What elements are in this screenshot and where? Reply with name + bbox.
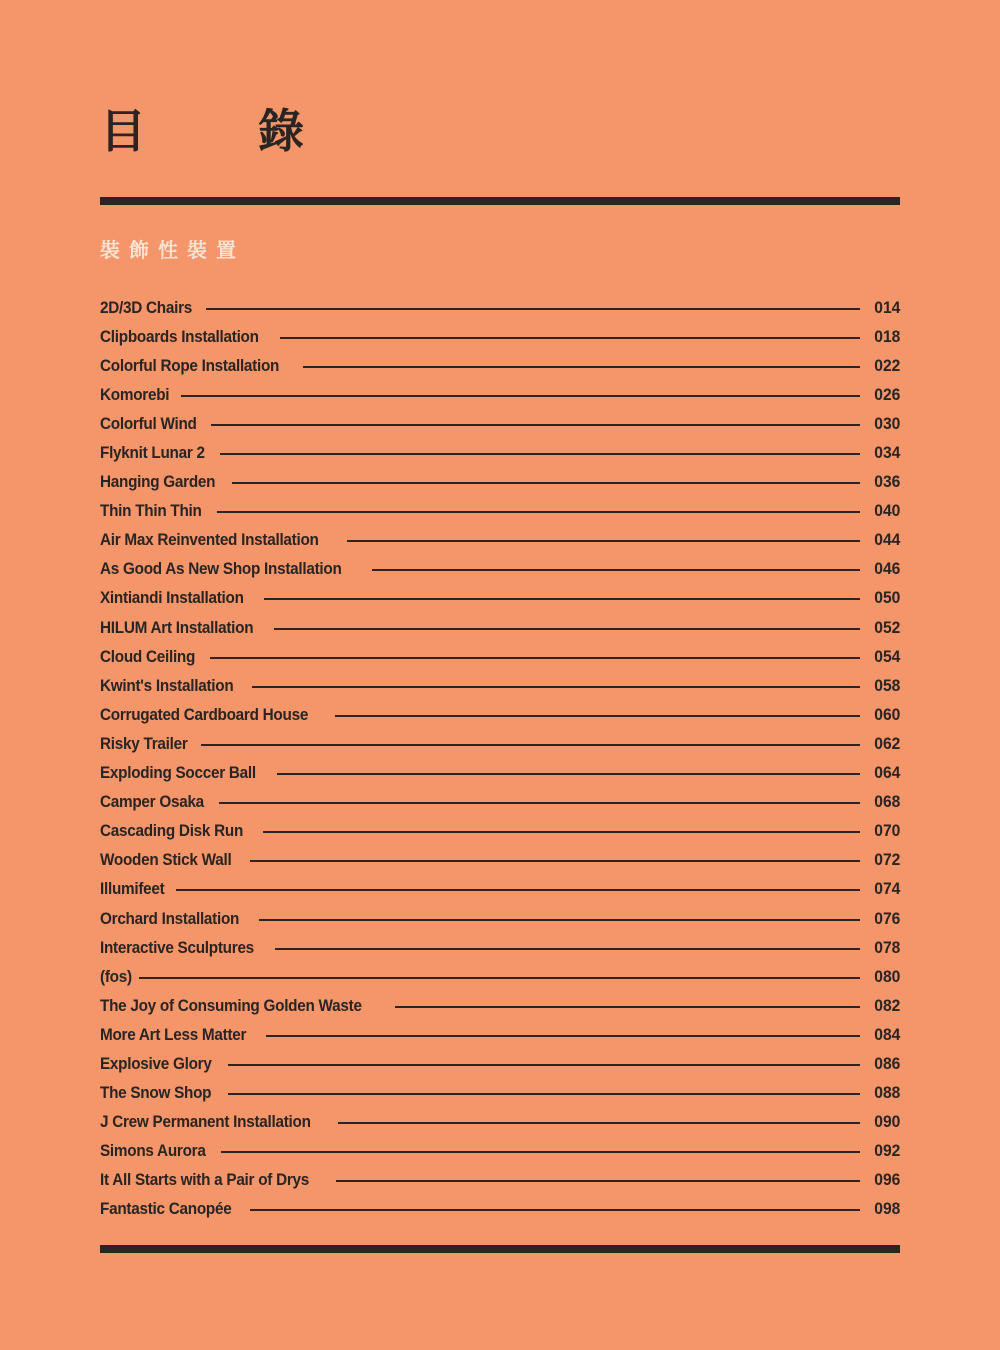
toc-entry-title: Xintiandi Installation: [100, 588, 244, 608]
toc-entry-title: Clipboards Installation: [100, 326, 259, 346]
table-of-contents: [100, 293, 900, 1224]
toc-entry-page-number: 026: [873, 384, 900, 404]
toc-entry: [100, 1195, 900, 1224]
toc-entry-page-number: 054: [873, 646, 900, 666]
toc-entry-page-number: 034: [873, 443, 900, 463]
section-heading: 裝飾性裝置: [100, 238, 245, 262]
toc-leader-line: [347, 540, 860, 542]
toc-entry-title: Colorful Rope Installation: [100, 355, 280, 375]
toc-leader-line: [139, 977, 859, 979]
toc-entry-title: As Good As New Shop Installation: [100, 559, 342, 579]
toc-entry: [100, 788, 900, 817]
toc-entry: [100, 904, 900, 933]
toc-entry: [100, 1137, 900, 1166]
toc-entry-title: J Crew Permanent Installation: [100, 1112, 311, 1132]
toc-entry-title: Wooden Stick Wall: [100, 850, 232, 870]
toc-leader-line: [250, 1209, 860, 1211]
toc-entry: [100, 729, 900, 758]
toc-entry-title: It All Starts with a Pair of Drys: [100, 1170, 310, 1190]
toc-entry-title: Camper Osaka: [100, 792, 204, 812]
toc-entry: [100, 1108, 900, 1137]
toc-entry: [100, 642, 900, 671]
toc-entry-title: Corrugated Cardboard House: [100, 704, 309, 724]
toc-entry-page-number: 086: [873, 1053, 900, 1073]
toc-entry: [100, 759, 900, 788]
toc-entry-title: HILUM Art Installation: [100, 617, 254, 637]
toc-entry-title: Illumifeet: [100, 879, 165, 899]
toc-entry-page-number: 058: [873, 675, 900, 695]
toc-entry-page-number: 030: [873, 413, 900, 433]
toc-entry: [100, 671, 900, 700]
toc-leader-line: [232, 482, 860, 484]
toc-leader-line: [211, 424, 859, 426]
toc-entry-page-number: 052: [873, 617, 900, 637]
toc-leader-line: [220, 453, 859, 455]
toc-entry-title: (fos): [100, 966, 132, 986]
toc-entry-title: Cloud Ceiling: [100, 646, 196, 666]
toc-entry: [100, 700, 900, 729]
toc-entry-page-number: 096: [873, 1170, 900, 1190]
toc-entry-title: Fantastic Canopée: [100, 1199, 232, 1219]
bottom-divider: [100, 1245, 900, 1253]
toc-entry-page-number: 082: [873, 995, 900, 1015]
toc-entry-title: The Joy of Consuming Golden Waste: [100, 995, 362, 1015]
toc-entry-title: Simons Aurora: [100, 1141, 206, 1161]
toc-entry-page-number: 040: [873, 501, 900, 521]
toc-leader-line: [228, 1064, 860, 1066]
toc-entry: [100, 817, 900, 846]
toc-leader-line: [263, 831, 860, 833]
toc-entry: [100, 1020, 900, 1049]
toc-entry-page-number: 036: [873, 472, 900, 492]
toc-entry-page-number: 046: [873, 559, 900, 579]
toc-entry-title: Colorful Wind: [100, 413, 197, 433]
toc-entry: [100, 293, 900, 322]
toc-entry-title: Hanging Garden: [100, 472, 216, 492]
toc-entry-page-number: 014: [873, 297, 900, 317]
toc-entry: [100, 962, 900, 991]
toc-leader-line: [252, 686, 859, 688]
toc-leader-line: [303, 366, 860, 368]
toc-leader-line: [335, 715, 859, 717]
toc-entry-title: Cascading Disk Run: [100, 821, 244, 841]
toc-leader-line: [395, 1006, 860, 1008]
toc-entry: [100, 584, 900, 613]
toc-leader-line: [221, 1151, 859, 1153]
toc-entry-page-number: 018: [873, 326, 900, 346]
toc-entry-title: Exploding Soccer Ball: [100, 763, 256, 783]
toc-leader-line: [176, 889, 860, 891]
toc-leader-line: [336, 1180, 859, 1182]
toc-leader-line: [228, 1093, 860, 1095]
toc-entry: [100, 1049, 900, 1078]
toc-entry-title: Kwint's Installation: [100, 675, 234, 695]
toc-leader-line: [259, 919, 860, 921]
toc-leader-line: [266, 1035, 859, 1037]
toc-entry-page-number: 044: [873, 530, 900, 550]
toc-entry: [100, 380, 900, 409]
toc-leader-line: [275, 948, 860, 950]
toc-entry-page-number: 098: [873, 1199, 900, 1219]
toc-entry: [100, 933, 900, 962]
toc-entry-page-number: 060: [873, 704, 900, 724]
toc-entry: [100, 991, 900, 1020]
toc-entry-page-number: 076: [873, 908, 900, 928]
toc-entry-page-number: 088: [873, 1083, 900, 1103]
toc-leader-line: [201, 744, 859, 746]
toc-entry-page-number: 080: [873, 966, 900, 986]
toc-entry-page-number: 068: [873, 792, 900, 812]
toc-entry-page-number: 022: [873, 355, 900, 375]
toc-entry: [100, 875, 900, 904]
toc-leader-line: [338, 1122, 860, 1124]
toc-entry-page-number: 092: [873, 1141, 900, 1161]
toc-entry: [100, 1166, 900, 1195]
toc-leader-line: [206, 308, 859, 310]
toc-leader-line: [217, 511, 860, 513]
toc-leader-line: [250, 860, 860, 862]
toc-entry: [100, 497, 900, 526]
toc-leader-line: [219, 802, 859, 804]
toc-entry: [100, 468, 900, 497]
toc-entry: [100, 613, 900, 642]
toc-entry-title: Interactive Sculptures: [100, 937, 254, 957]
toc-entry: [100, 322, 900, 351]
toc-entry: [100, 555, 900, 584]
toc-entry-page-number: 062: [873, 733, 900, 753]
toc-leader-line: [280, 337, 859, 339]
toc-leader-line: [181, 395, 860, 397]
toc-entry-page-number: 078: [873, 937, 900, 957]
toc-entry: [100, 1079, 900, 1108]
toc-entry-page-number: 090: [873, 1112, 900, 1132]
toc-leader-line: [372, 569, 859, 571]
toc-entry: [100, 438, 900, 467]
toc-entry-page-number: 074: [873, 879, 900, 899]
toc-entry-title: 2D/3D Chairs: [100, 297, 192, 317]
toc-entry-page-number: 072: [873, 850, 900, 870]
toc-entry: [100, 351, 900, 380]
toc-leader-line: [210, 657, 860, 659]
toc-leader-line: [277, 773, 859, 775]
toc-entry-page-number: 084: [873, 1024, 900, 1044]
toc-entry-page-number: 050: [873, 588, 900, 608]
toc-leader-line: [264, 598, 860, 600]
top-divider: [100, 197, 900, 205]
toc-entry-title: Flyknit Lunar 2: [100, 443, 205, 463]
toc-entry-title: Komorebi: [100, 384, 170, 404]
toc-entry-title: Risky Trailer: [100, 733, 188, 753]
toc-entry-title: The Snow Shop: [100, 1083, 212, 1103]
toc-entry-title: Explosive Glory: [100, 1053, 212, 1073]
toc-entry-title: Air Max Reinvented Installation: [100, 530, 319, 550]
toc-entry-page-number: 070: [873, 821, 900, 841]
toc-entry-title: Orchard Installation: [100, 908, 240, 928]
toc-leader-line: [274, 628, 859, 630]
toc-entry-title: Thin Thin Thin: [100, 501, 202, 521]
page-title: 目 錄: [100, 103, 353, 158]
toc-entry-page-number: 064: [873, 763, 900, 783]
toc-entry: [100, 409, 900, 438]
toc-entry: [100, 526, 900, 555]
toc-entry-title: More Art Less Matter: [100, 1024, 247, 1044]
toc-entry: [100, 846, 900, 875]
